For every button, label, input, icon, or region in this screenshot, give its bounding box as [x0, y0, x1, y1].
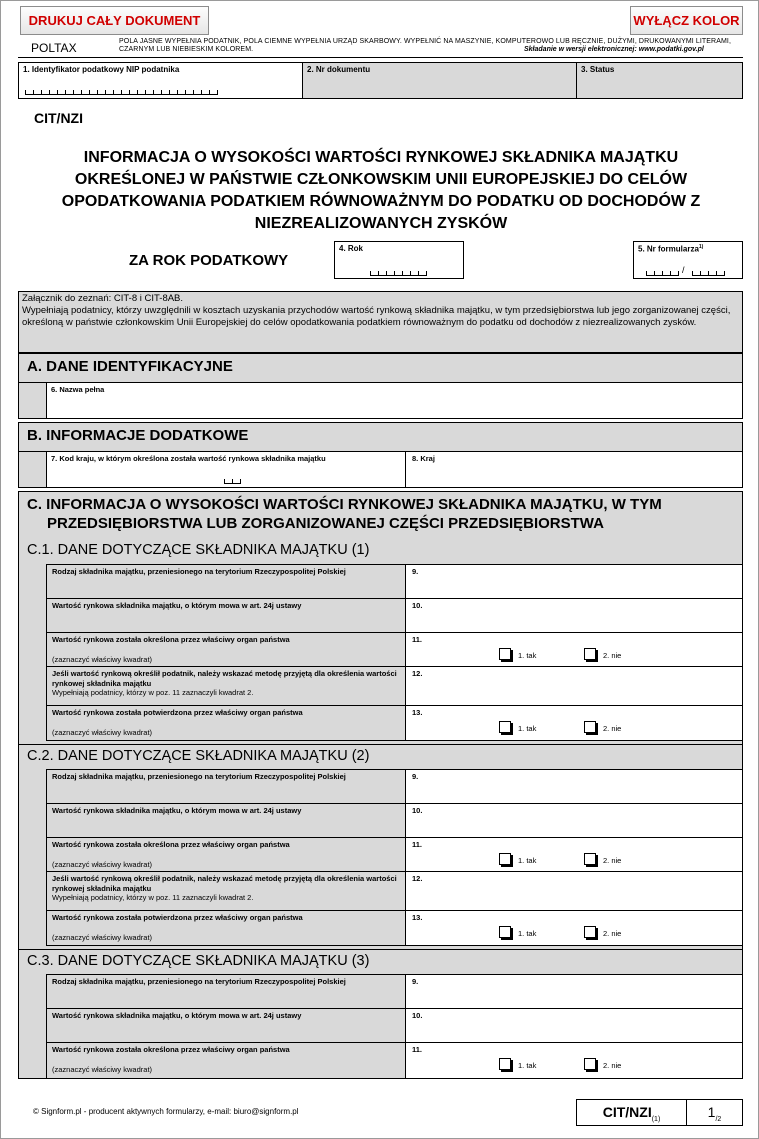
c2-heading: C.2. DANE DOTYCZĄCE SKŁADNIKA MAJĄTKU (2)	[18, 744, 743, 767]
form-code: CIT/NZI	[34, 110, 83, 126]
checkbox-icon	[499, 926, 511, 938]
year-ticks	[370, 271, 427, 276]
electronic-submission-note: Składanie w wersji elektronicznej: www.podatki.gov.pl	[524, 46, 704, 53]
c1-confirmed-no[interactable]: 2. nie	[584, 721, 621, 733]
form-number-field[interactable]	[633, 241, 743, 279]
c2-field-10: 10.	[412, 806, 423, 815]
c1-method-row[interactable]	[46, 666, 743, 706]
checkbox-icon	[584, 926, 596, 938]
print-document-button[interactable]: DRUKUJ CAŁY DOKUMENT	[20, 6, 209, 35]
c1-determined-row	[46, 632, 743, 667]
country-label: 8. Kraj	[412, 454, 435, 463]
c1-field-12: 12.	[412, 669, 423, 678]
c1-confirmed-yes[interactable]: 1. tak	[499, 721, 536, 733]
nip-field[interactable]	[18, 62, 303, 99]
c2-method-label: Jeśli wartość rynkową określił podatnik, należy wskazać metodę przyjętą dla określenia wartości rynkowej składnika majątku Wypełniają podatnicy, którzy w poz. 11 zaznaczyli kwadrat 2.	[47, 872, 406, 911]
country-code-field[interactable]	[47, 452, 406, 487]
c3-market-value-row[interactable]	[46, 1008, 743, 1043]
c2-determined-label: Wartość rynkowa została określona przez właściwy organ państwa (zaznaczyć właściwy kwadrat)	[47, 838, 406, 872]
c2-field-12: 12.	[412, 874, 423, 883]
c2-determined-no[interactable]: 2. nie	[584, 853, 621, 865]
c1-field-11: 11.	[412, 635, 423, 644]
c3-determined-row	[46, 1042, 743, 1078]
checkbox-icon	[584, 721, 596, 733]
full-name-field[interactable]	[46, 382, 743, 419]
c3-heading: C.3. DANE DOTYCZĄCE SKŁADNIKA MAJĄTKU (3)	[18, 949, 743, 972]
status-label: 3. Status	[581, 65, 615, 74]
nip-label: 1. Identyfikator podatkowy NIP podatnika	[23, 65, 180, 74]
c2-field-11: 11.	[412, 840, 423, 849]
checkbox-icon	[499, 1058, 511, 1070]
c3-asset-type-row[interactable]	[46, 974, 743, 1009]
c1-market-value-label: Wartość rynkowa składnika majątku, o którym mowa w art. 24j ustawy	[47, 599, 406, 633]
page-indicator	[576, 1099, 743, 1126]
disable-color-button[interactable]: WYŁĄCZ KOLOR	[630, 6, 743, 35]
checkbox-icon	[584, 648, 596, 660]
c2-determined-yes[interactable]: 1. tak	[499, 853, 536, 865]
c3-field-9: 9.	[412, 977, 419, 986]
poltax-label: POLTAX	[31, 41, 77, 55]
country-code-label: 7. Kod kraju, w którym określona została wartość rynkowa składnika majątku	[51, 454, 326, 463]
section-c-title-line-2: PRZEDSIĘBIORSTWA LUB ZORGANIZOWANEJ CZĘŚCI PRZEDSIĘBIORSTWA	[47, 515, 604, 532]
c1-determined-no[interactable]: 2. nie	[584, 648, 621, 660]
c1-confirmed-row	[46, 705, 743, 741]
attachment-line-1: Załącznik do zeznań: CIT-8 i CIT-8AB.	[22, 293, 184, 304]
section-c-heading	[18, 491, 743, 535]
footer-form-code: CIT/$NZI_{(1)}$	[577, 1100, 687, 1125]
c2-asset-type-row[interactable]	[46, 769, 743, 804]
c3-determined-label: Wartość rynkowa została określona przez właściwy organ państwa (zaznaczyć właściwy kwadrat)	[47, 1043, 406, 1078]
c2-determined-row	[46, 837, 743, 872]
footer-credit: © Signform.pl - producent aktywnych formularzy, e-mail: biuro@signform.pl	[33, 1107, 299, 1116]
c1-determined-yes[interactable]: 1. tak	[499, 648, 536, 660]
checkbox-icon	[584, 1058, 596, 1070]
c1-heading: C.1. DANE DOTYCZĄCE SKŁADNIKA MAJĄTKU (1)	[18, 539, 743, 561]
c2-field-13: 13.	[412, 913, 423, 922]
c1-asset-type-label: Rodzaj składnika majątku, przeniesionego na terytorium Rzeczypospolitej Polskiej	[47, 565, 406, 599]
checkbox-icon	[584, 853, 596, 865]
c3-field-11: 11.	[412, 1045, 423, 1054]
form-number-ticks-b	[692, 271, 725, 276]
c2-market-value-row[interactable]	[46, 803, 743, 838]
form-number-label: 5. Nr formularza$^{1)}$	[638, 244, 704, 254]
attachment-line-2: Wypełniają podatnicy, którzy uwzględnili w kosztach uzyskania przychodów wartość rynkową składnika majątku, w tym przedsiębiorstwa lub jego zorganizowanej części, określoną w państwie członkowskim Unii Europejskiej do celów opodatkowania podatkiem równoważnym do podatku od dochodów z niezrealizowanych zysków.	[22, 305, 731, 328]
c1-field-10: 10.	[412, 601, 423, 610]
c1-determined-label: Wartość rynkowa została określona przez właściwy organ państwa (zaznaczyć właściwy kwadrat)	[47, 633, 406, 667]
document-number-label: 2. Nr dokumentu	[307, 65, 371, 74]
c1-asset-type-row[interactable]	[46, 564, 743, 599]
form-title: INFORMACJA O WYSOKOŚCI WARTOŚCI RYNKOWEJ SKŁADNIKA MAJĄTKU OKREŚLONEJ W PAŃSTWIE CZŁONKOWSKIM UNII EUROPEJSKIEJ DO CELÓW OPODATKOWANIA PODATKIEM RÓWNOWAŻNYM DO PODATKU OD DOCHODÓW Z NIEZREALIZOWANYCH ZYSKÓW	[61, 149, 701, 232]
c2-field-9: 9.	[412, 772, 419, 781]
c3-market-value-label: Wartość rynkowa składnika majątku, o którym mowa w art. 24j ustawy	[47, 1009, 406, 1043]
c1-field-13: 13.	[412, 708, 423, 717]
c2-market-value-label: Wartość rynkowa składnika majątku, o którym mowa w art. 24j ustawy	[47, 804, 406, 838]
section-b-heading: B. INFORMACJE DODATKOWE	[18, 422, 743, 452]
status-field	[576, 62, 743, 99]
c1-field-9: 9.	[412, 567, 419, 576]
form-number-separator: /	[682, 265, 685, 275]
year-field[interactable]	[334, 241, 464, 279]
c3-determined-yes[interactable]: 1. tak	[499, 1058, 536, 1070]
footer-page-number: $1_{/2}$	[707, 1104, 722, 1123]
c1-method-label: Jeśli wartość rynkową określił podatnik, należy wskazać metodę przyjętą dla określenia wartości rynkowej składnika majątku Wypełniają podatnicy, którzy w poz. 11 zaznaczyli kwadrat 2.	[47, 667, 406, 706]
country-code-ticks	[224, 479, 241, 484]
header-rule	[18, 57, 743, 58]
country-row	[46, 451, 743, 488]
nip-ticks	[25, 90, 218, 95]
attachment-note	[18, 291, 743, 353]
full-name-label: 6. Nazwa pełna	[51, 385, 105, 394]
c1-confirmed-label: Wartość rynkowa została potwierdzona przez właściwy organ państwa (zaznaczyć właściwy kwadrat)	[47, 706, 406, 740]
form-number-ticks-a	[646, 271, 679, 276]
c3-determined-no[interactable]: 2. nie	[584, 1058, 621, 1070]
section-a-heading: A. DANE IDENTYFIKACYJNE	[18, 353, 743, 383]
c3-field-10: 10.	[412, 1011, 423, 1020]
c2-confirmed-row	[46, 910, 743, 946]
c2-confirmed-no[interactable]: 2. nie	[584, 926, 621, 938]
c2-confirmed-label: Wartość rynkowa została potwierdzona przez właściwy organ państwa (zaznaczyć właściwy kwadrat)	[47, 911, 406, 945]
tax-year-label: ZA ROK PODATKOWY	[129, 252, 289, 269]
c3-asset-type-label: Rodzaj składnika majątku, przeniesionego na terytorium Rzeczypospolitej Polskiej	[47, 975, 406, 1009]
c2-asset-type-label: Rodzaj składnika majątku, przeniesionego na terytorium Rzeczypospolitej Polskiej	[47, 770, 406, 804]
checkbox-icon	[499, 853, 511, 865]
section-c-title-line-1: C. INFORMACJA O WYSOKOŚCI WARTOŚCI RYNKOWEJ SKŁADNIKA MAJĄTKU, W TYM	[27, 496, 662, 513]
c1-market-value-row[interactable]	[46, 598, 743, 633]
checkbox-icon	[499, 648, 511, 660]
c2-method-row[interactable]	[46, 871, 743, 911]
fill-instructions: POLA JASNE WYPEŁNIA PODATNIK, POLA CIEMNE WYPEŁNIA URZĄD SKARBOWY. WYPEŁNIĆ NA MASZYNIE, KOMPUTEROWO LUB RĘCZNIE, DUŻYMI, DRUKOWANYMI LITERAMI, CZARNYM LUB NIEBIESKIM KOLOREM.	[119, 38, 731, 53]
checkbox-icon	[499, 721, 511, 733]
year-label: 4. Rok	[339, 244, 364, 253]
document-number-field	[302, 62, 577, 99]
c2-confirmed-yes[interactable]: 1. tak	[499, 926, 536, 938]
section-a-margin	[18, 382, 47, 419]
section-b-margin	[18, 451, 47, 488]
